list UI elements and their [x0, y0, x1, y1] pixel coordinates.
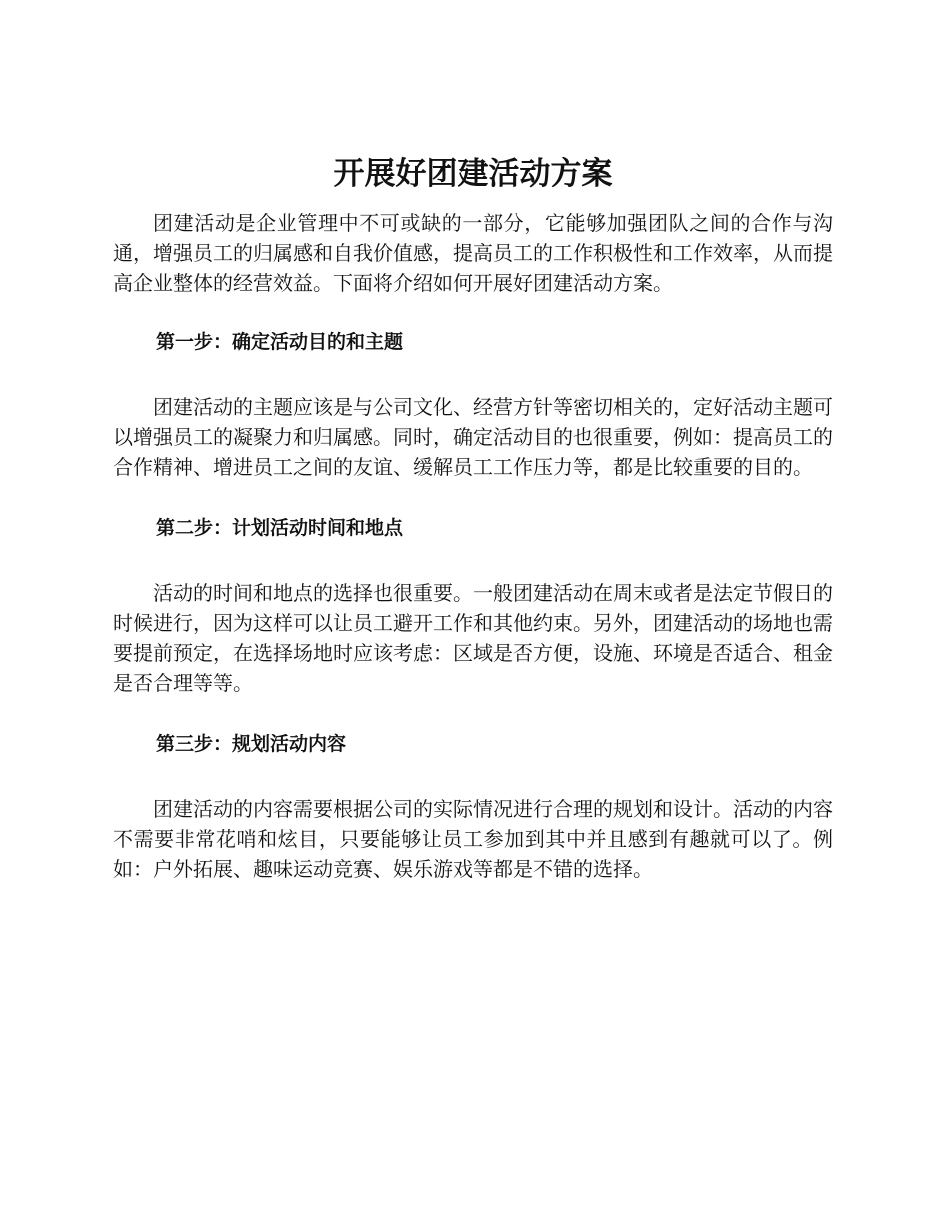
- section-paragraph: 团建活动的主题应该是与公司文化、经营方针等密切相关的，定好活动主题可以增强员工的凝聚力和归属感。同时，确定活动目的也很重要，例如：提高员工的合作精神、增进员工之间的友谊、缓解员工工作压力等，都是比较重要的目的。: [113, 395, 833, 479]
- section-paragraph: 活动的时间和地点的选择也很重要。一般团建活动在周末或者是法定节假日的时候进行，因为这样可以让员工避开工作和其他约束。另外，团建活动的场地也需要提前预定，在选择场地时应该考虑：区域是否方便，设施、环境是否适合、租金是否合理等等。: [113, 581, 833, 695]
- intro-paragraph: 团建活动是企业管理中不可或缺的一部分，它能够加强团队之间的合作与沟通，增强员工的归属感和自我价值感，提高员工的工作积极性和工作效率，从而提高企业整体的经营效益。下面将介绍如何开展好团建活动方案。: [113, 211, 833, 295]
- section-step-2: [113, 514, 833, 698]
- section-step-1: [113, 328, 833, 482]
- section-heading: 第三步：规划活动内容: [156, 733, 347, 755]
- section-paragraph: 团建活动的内容需要根据公司的实际情况进行合理的规划和设计。活动的内容不需要非常花哨和炫目，只要能够让员工参加到其中并且感到有趣就可以了。例如：户外拓展、趣味运动竞赛、娱乐游戏等都是不错的选择。: [113, 797, 833, 881]
- document-page: [113, 150, 833, 916]
- document-title: 开展好团建活动方案: [333, 156, 613, 192]
- section-heading: 第一步：确定活动目的和主题: [156, 331, 404, 353]
- section-heading: 第二步：计划活动时间和地点: [156, 517, 404, 539]
- section-step-3: [113, 730, 833, 884]
